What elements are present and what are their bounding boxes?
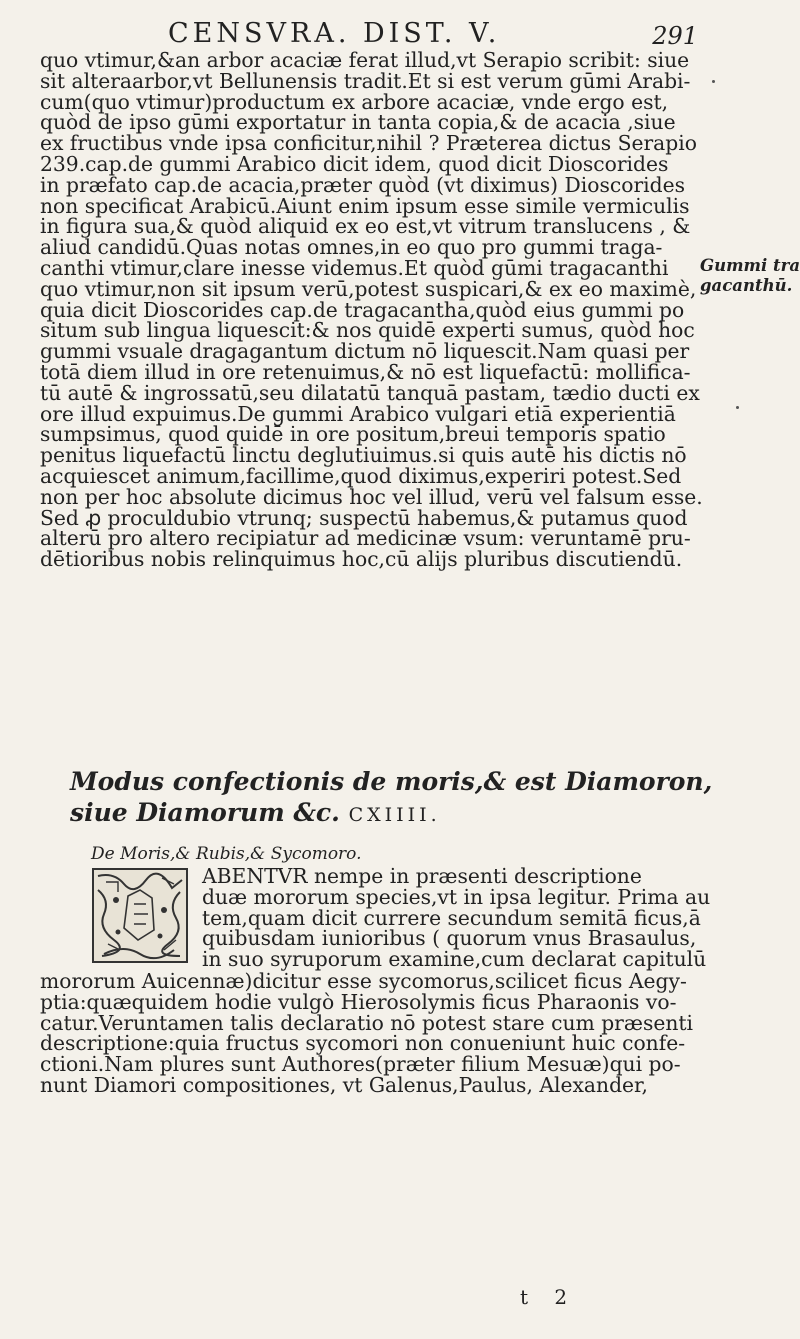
text-line: ex fructibus vnde ipsa conficitur,nihil ? Præterea dictus Serapio: [40, 131, 697, 156]
text-line: ABENTVR nempe in præsenti descriptione: [202, 864, 642, 888]
text-line: cum(quo vtimur)productum ex arbore acaciæ, vnde ergo est,: [40, 89, 669, 114]
text-line: canthi vtimur,clare inesse videmus.Et quòd gūmi tragacanthi: [40, 255, 669, 280]
ink-speck: [712, 80, 715, 83]
text-line: ptia:quæquidem hodie vulgò Hierosolymis ficus Pharaonis vo-: [40, 989, 677, 1014]
chapter-heading-text: siue Diamorum &c.: [70, 798, 340, 827]
margin-note-line: gacanthū.: [700, 276, 793, 295]
text-line: acquiescet animum,facillime,quod diximus,experiri potest.Sed: [40, 463, 682, 488]
text-line: catur.Veruntamen talis declaratio nō potest stare cum præsenti: [40, 1010, 694, 1035]
text-line: quòd de ipso gūmi exportatur in tanta copia,& de acacia ,siue: [40, 110, 676, 135]
chapter-heading-line-2: [70, 798, 730, 830]
decorated-initial-icon: [92, 868, 188, 963]
subheading: De Moris,& Rubis,& Sycomoro.: [91, 844, 362, 864]
text-line: aliud candidū.Quas notas omnes,in eo quo pro gummi traga-: [40, 235, 663, 260]
running-head: CENSVRA. DIST. V.: [168, 18, 501, 49]
text-line: non specificat Arabicū.Aiunt enim ipsum esse simile vermiculis: [40, 193, 690, 218]
text-line: quo vtimur,&an arbor acaciæ ferat illud,vt Serapio scribit: siue: [40, 48, 690, 72]
text-line: in figura sua,& quòd aliquid ex eo est,vt vitrum translucens , &: [40, 214, 691, 239]
text-line: nunt Diamori compositiones, vt Galenus,Paulus, Alexander,: [40, 1072, 648, 1097]
text-line: descriptione:quia fructus sycomori non conueniunt huic confe-: [40, 1031, 686, 1056]
page-number: 291: [652, 22, 698, 50]
text-line: Sed ꝓ proculdubio vtrunq; suspectū habemus,& putamus quod: [40, 505, 688, 530]
text-line: alterū pro altero recipiatur ad medicinæ vsum: veruntamē pru-: [40, 526, 691, 551]
text-line: penitus liquefactū linctu deglutiuimus.si quis autē his dictis nō: [40, 443, 687, 468]
text-line: tem,quam dicit currere secundum semitā ficus,ā: [202, 905, 701, 930]
text-line: tū autē & ingrossatū,seu dilatatū tanquā pastam, tædio ducti ex: [40, 380, 700, 405]
catchword: t 2: [520, 1285, 578, 1309]
text-line: non per hoc absolute dicimus hoc vel illud, verū vel falsum esse.: [40, 484, 703, 509]
text-line: ore illud expuimus.De gummi Arabico vulgari etiā experientiā: [40, 401, 676, 426]
text-line: gummi vsuale dragagantum dictum nō liquescit.Nam quasi per: [40, 339, 690, 364]
text-line: duæ mororum species,vt in ipsa legitur. Prima au: [202, 884, 711, 909]
text-line: situm sub lingua liquescit:& nos quidē experti sumus, quòd hoc: [40, 318, 695, 343]
text-line: quibusdam iunioribus ( quorum vnus Brasaulus,: [202, 926, 697, 951]
text-line: in suo syruporum examine,cum declarat capitulū: [202, 947, 707, 972]
chapter-number: CXIIII.: [348, 804, 441, 826]
text-line: sumpsimus, quod quidē in ore positum,breui temporis spatio: [40, 422, 666, 447]
margin-note-line: Gummi tra: [700, 256, 800, 275]
text-line: dētioribus nobis relinquimus hoc,cū alijs pluribus discutiendū.: [40, 547, 683, 572]
text-line: quia dicit Dioscorides cap.de tragacantha,quòd eius gummi po: [40, 297, 685, 322]
text-line: mororum Auicennæ)dicitur esse sycomorus,scilicet ficus Aegy-: [40, 969, 687, 993]
text-line: 239.cap.de gummi Arabico dicit idem, quod dicit Dioscorides: [40, 151, 669, 176]
text-line: in præfato cap.de acacia,præter quòd (vt diximus) Dioscorides: [40, 172, 686, 197]
text-line: sit alteraarbor,vt Bellunensis tradit.Et si est verum gūmi Arabi-: [40, 68, 691, 93]
text-line: quo vtimur,non sit ipsum verū,potest suspicari,& ex eo maximè,: [40, 276, 697, 301]
body-text-block-1: [40, 48, 703, 572]
text-line: ctioni.Nam plures sunt Authores(præter filium Mesuæ)qui po-: [40, 1052, 681, 1077]
chapter-heading-line: Modus confectionis de moris,& est Diamoron,: [70, 767, 713, 796]
text-line: totā diem illud in ore retenuimus,& nō est liquefactū: mollifica-: [40, 359, 691, 384]
ink-speck: [736, 406, 739, 409]
body-text-block-3: [40, 971, 740, 1096]
body-text-block-2: [202, 866, 742, 970]
